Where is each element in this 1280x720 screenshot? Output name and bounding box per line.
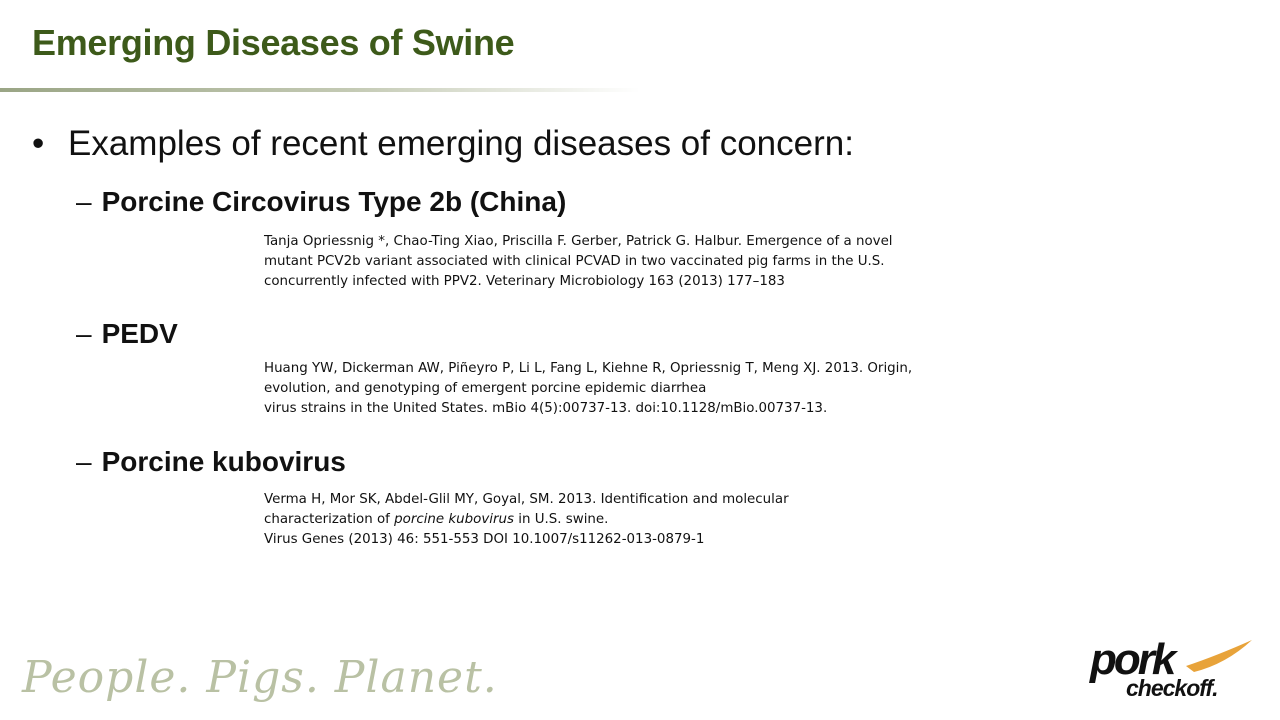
logo-word-pork: pork — [1090, 635, 1174, 684]
sub-bullet-kubovirus — [76, 446, 346, 478]
dash-marker: – — [76, 446, 92, 477]
reference-line: evolution, and genotyping of emergent porcine epidemic diarrhea — [264, 381, 707, 396]
dash-marker: – — [76, 318, 92, 349]
reference-line: Huang YW, Dickerman AW, Piñeyro P, Li L, Fang L, Kiehne R, Opriessnig T, Meng XJ. 2013. Origin, — [264, 361, 913, 376]
footer-tagline: People. Pigs. Planet. — [22, 652, 498, 703]
reference-line: virus strains in the United States. mBio 4(5):00737-13. doi:10.1128/mBio.00737-13. — [264, 401, 828, 416]
reference-line — [264, 510, 789, 530]
pork-checkoff-logo — [1086, 635, 1258, 702]
sub-bullet-pedv — [76, 318, 178, 350]
reference-pedv — [264, 359, 912, 419]
reference-line: concurrently infected with PPV2. Veterinary Microbiology 163 (2013) 177–183 — [264, 274, 785, 289]
sub-bullet-label: Porcine kubovirus — [101, 446, 346, 477]
sub-bullet-label: Porcine Circovirus Type 2b (China) — [101, 186, 567, 217]
reference-pcv2b — [264, 232, 893, 292]
reference-text: characterization of — [264, 512, 395, 527]
bullet-marker: • — [32, 124, 45, 163]
reference-line: Virus Genes (2013) 46: 551-553 DOI 10.1007/s11262-013-0879-1 — [264, 532, 705, 547]
main-bullet-text: Examples of recent emerging diseases of concern: — [68, 124, 854, 163]
reference-italic-term: porcine kubovirus — [394, 512, 514, 527]
reference-kubovirus — [264, 490, 789, 550]
dash-marker: – — [76, 186, 92, 217]
reference-line: mutant PCV2b variant associated with clinical PCVAD in two vaccinated pig farms in the U.S. — [264, 254, 885, 269]
reference-text: in U.S. swine. — [513, 512, 609, 527]
title-divider — [0, 88, 640, 92]
logo-word-checkoff: checkoff. — [1126, 675, 1218, 701]
sub-bullet-label: PEDV — [101, 318, 178, 349]
slide-title: Emerging Diseases of Swine — [32, 22, 515, 63]
main-bullet — [32, 124, 854, 164]
sub-bullet-pcv2b — [76, 186, 566, 218]
reference-line: Tanja Opriessnig *, Chao-Ting Xiao, Priscilla F. Gerber, Patrick G. Halbur. Emergence of a novel — [264, 234, 893, 249]
reference-line: Verma H, Mor SK, Abdel-Glil MY, Goyal, SM. 2013. Identification and molecular — [264, 492, 789, 507]
